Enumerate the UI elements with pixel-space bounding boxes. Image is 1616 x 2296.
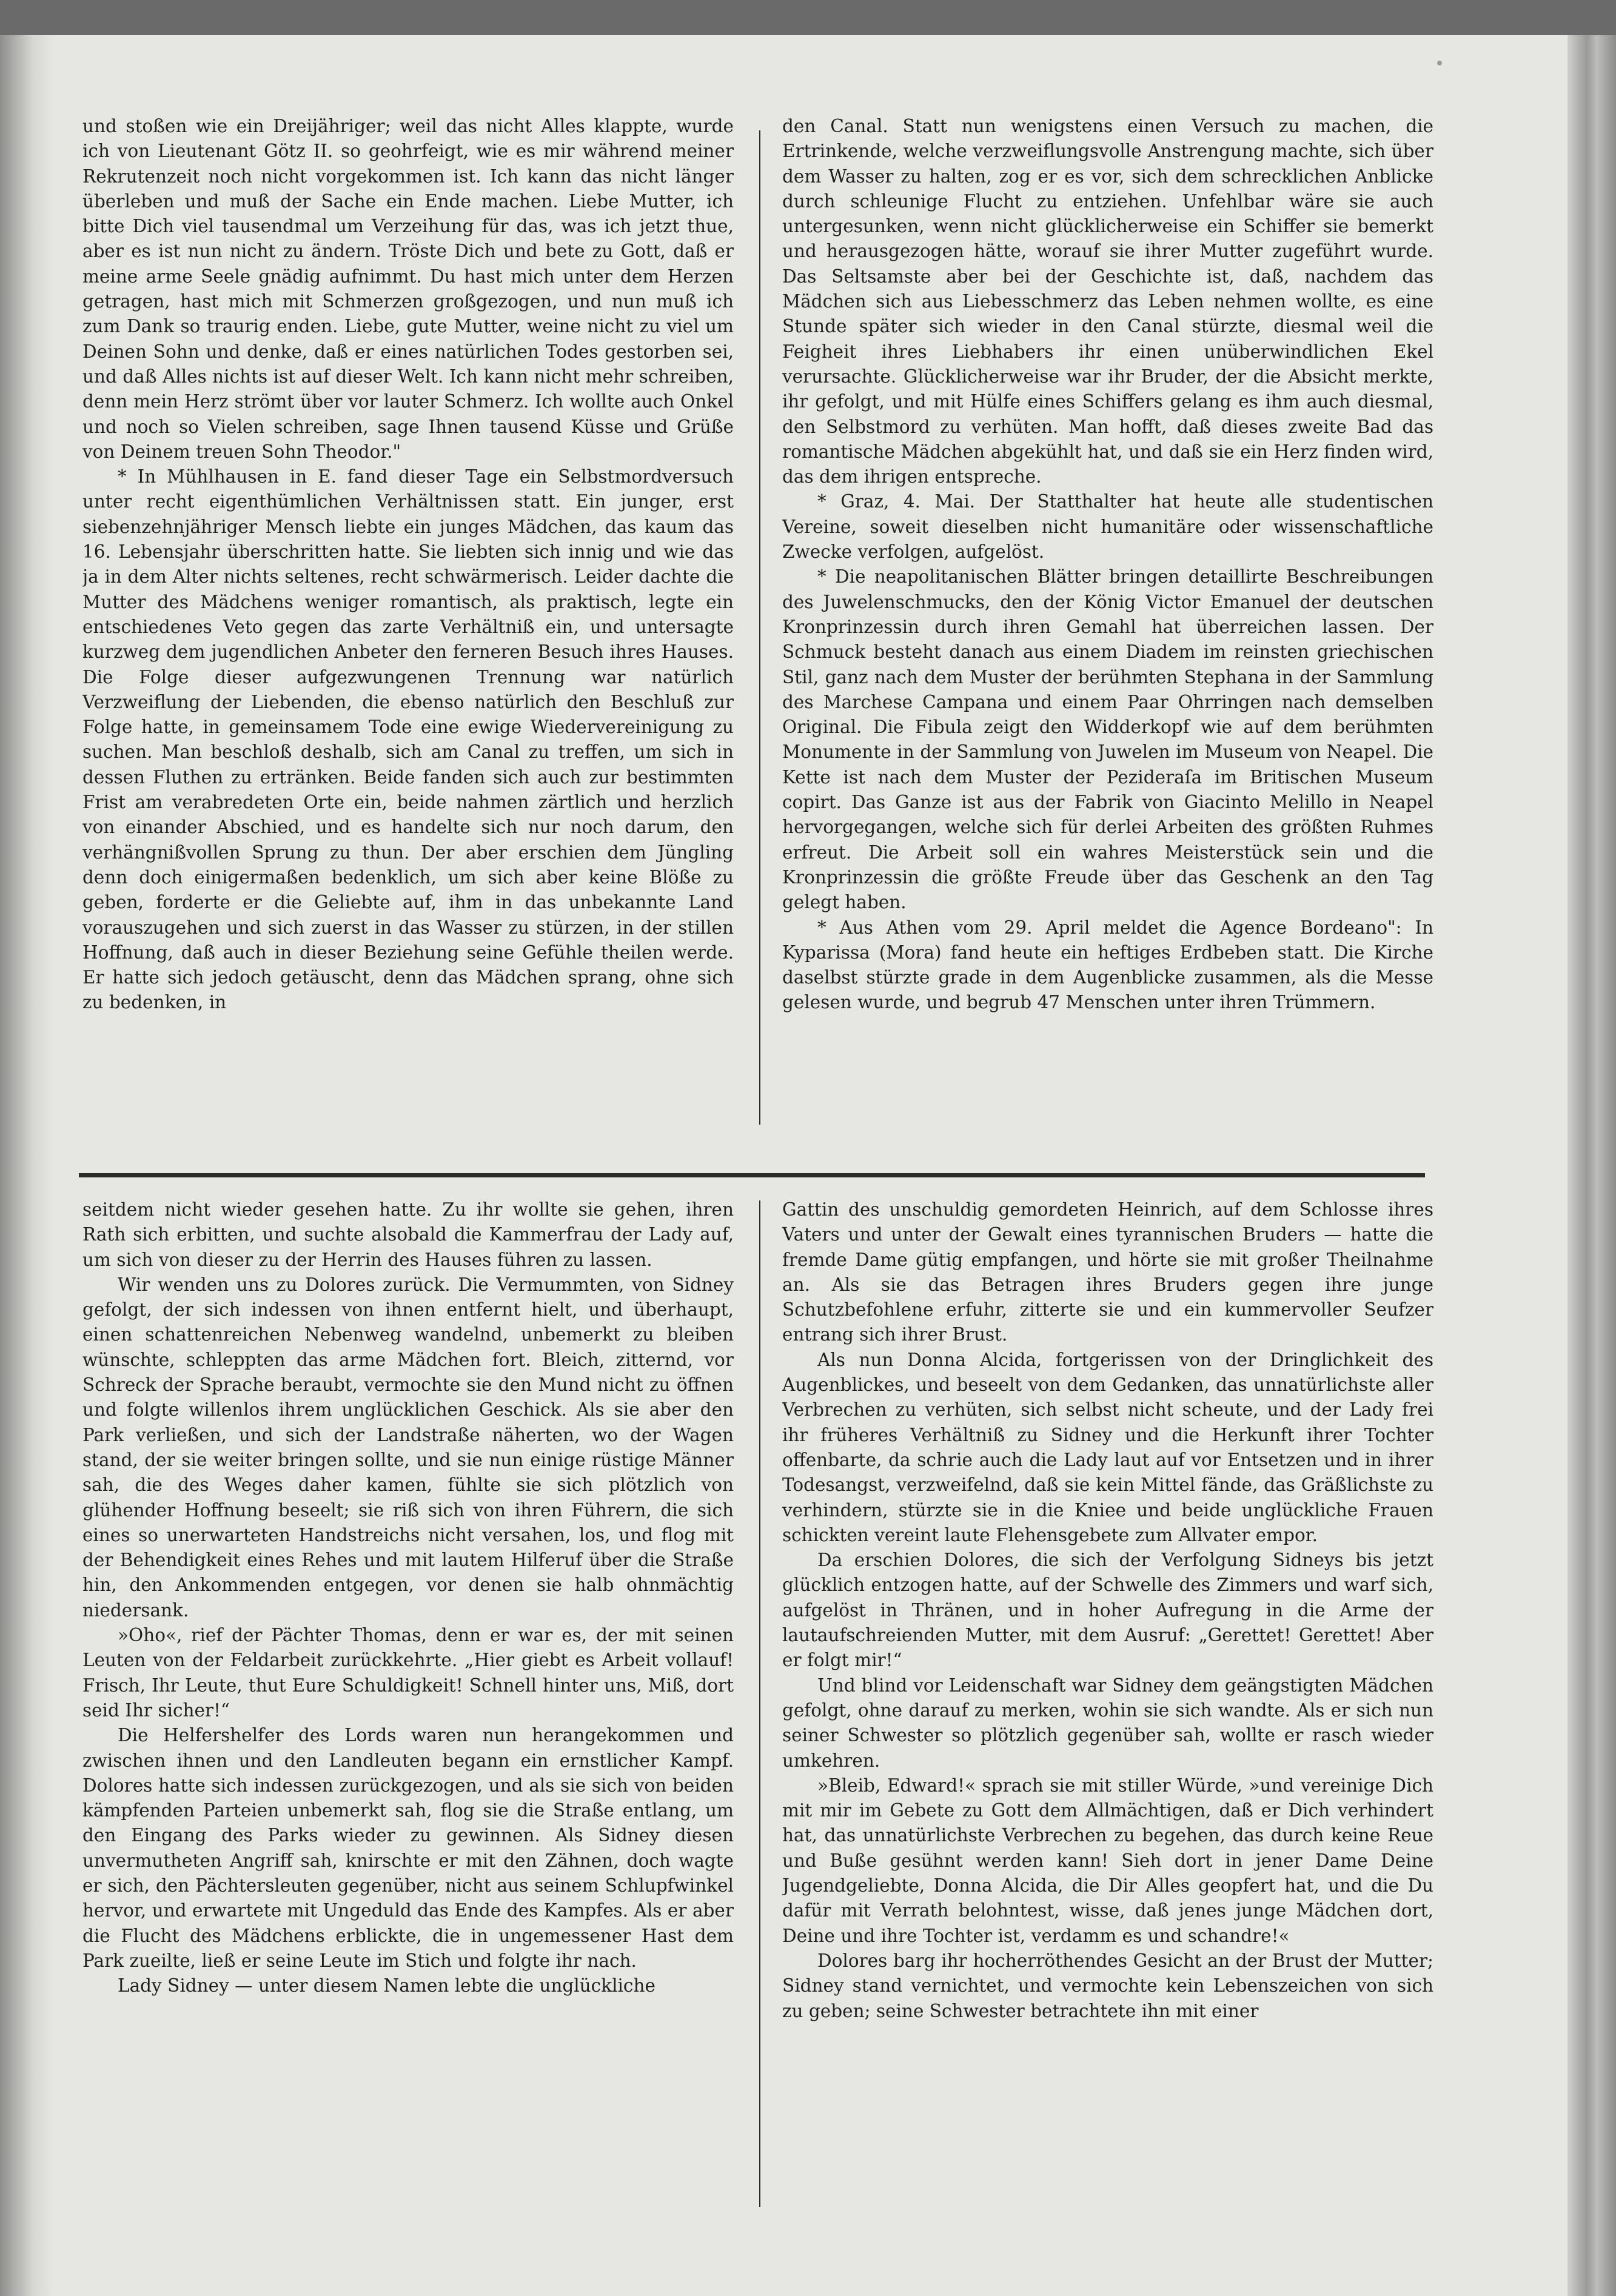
bottom-left-column bbox=[82, 1197, 734, 2192]
column-divider bbox=[759, 1200, 760, 2207]
paragraph: Wir wenden uns zu Dolores zurück. Die Vermummten, von Sidney gefolgt, der sich indessen von ihnen entfernt hielt, und überhaupt, einen schattenreichen Nebenweg wandelnd, unbemerkt zu bleiben wünschte, schleppten das arme Mädchen fort. Bleich, zitternd, vor Schreck der Sprache beraubt, vermochte sie den Mund nicht zu öffnen und folgte willenlos ihrem unglücklichen Geschick. Als sie aber den Park verließen, und sich der Landstraße näherten, wo der Wagen stand, der sie weiter bringen sollte, und sie nun einige rüstige Männer sah, die des Weges daher kamen, fühlte sie sich plötzlich von glühender Hoffnung beseelt; sie riß sich von ihren Führern, die sich eines so unerwarteten Handstreichs nicht versahen, los, und flog mit der Behendigkeit eines Rehes und mit lautem Hilferuf über die Straße hin, den Ankommenden entgegen, vor denen sie halb ohnmächtig niedersank. bbox=[82, 1274, 734, 1621]
bottom-right-column bbox=[782, 1197, 1433, 2192]
paragraph: Dolores barg ihr hocherröthendes Gesicht an der Brust der Mutter; Sidney stand vernichtet, und vermochte kein Lebenszeichen von sich zu geben; seine Schwester betrachtete ihn mit einer bbox=[782, 1950, 1433, 2021]
top-right-column bbox=[782, 114, 1433, 1139]
paragraph: * In Mühlhausen in E. fand dieser Tage ein Selbstmordversuch unter recht eigenthümlichen Verhältnissen statt. Ein junger, erst siebenzehnjähriger Mensch liebte ein junges Mädchen, das kaum das 16. Lebensjahr überschritten hatte. Sie liebten sich innig und wie das ja in dem Alter nichts seltenes, recht schwärmerisch. Leider dachte die Mutter des Mädchens weniger romantisch, als praktisch, legte ein entschiedenes Veto gegen das zarte Verhältniß ein, und untersagte kurzweg dem jugendlichen Anbeter den ferneren Besuch ihres Hauses. Die Folge dieser aufgezwungenen Trennung war natürlich Verzweiflung der Liebenden, die ebenso natürlich den Beschluß zur Folge hatte, in gemeinsamem Tode eine ewige Wiedervereinigung zu suchen. Man beschloß deshalb, sich am Canal zu treffen, um sich in dessen Fluthen zu ertränken. Beide fanden sich auch zur bestimmten Frist am verabredeten Orte ein, beide nahmen zärtlich und herzlich von einander Abschied, und es handelte sich nur noch darum, den verhängnißvollen Sprung zu thun. Der aber erschien dem Jüngling denn doch einigermaßen bedenklich, um sich aber keine Blöße zu geben, forderte er die Geliebte auf, ihm in das unbekannte Land vorauszugehen und sich zuerst in das Wasser zu stürzen, in der stillen Hoffnung, daß auch in dieser Beziehung seine Gefühle theilen werde. Er hatte sich jedoch getäuscht, denn das Mädchen sprang, ohne sich zu bedenken, in bbox=[82, 466, 734, 1013]
paragraph: und stoßen wie ein Dreijähriger; weil das nicht Alles klappte, wurde ich von Lieutenant Götz II. so geohrfeigt, wie es mir während meiner Rekrutenzeit noch nicht vorgekommen ist. Ich kann das nicht länger überleben und muß der Sache ein Ende machen. Liebe Mutter, ich bitte Dich viel tausendmal um Verzeihung für das, was ich jetzt thue, aber es ist nun nicht zu ändern. Tröste Dich und bete zu Gott, daß er meine arme Seele gnädig aufnimmt. Du hast mich unter dem Herzen getragen, hast mich mit Schmerzen großgezogen, und nun muß ich zum Dank so traurig enden. Liebe, gute Mutter, weine nicht zu viel um Deinen Sohn und denke, daß er eines natürlichen Todes gestorben sei, und daß Alles nichts ist auf dieser Welt. Ich kann nicht mehr schreiben, denn mein Herz strömt über vor lauter Schmerz. Ich wollte auch Onkel und noch so Vielen schreiben, sage Ihnen tausend Küsse und Grüße von Deinem treuen Sohn Theodor." bbox=[82, 116, 734, 462]
corner-mark bbox=[1437, 61, 1442, 65]
top-left-column bbox=[82, 114, 734, 1139]
column-divider bbox=[759, 130, 760, 1125]
page-edge bbox=[1567, 35, 1616, 2296]
paragraph: Da erschien Dolores, die sich der Verfolgung Sidneys bis jetzt glücklich entzogen hatte, auf der Schwelle des Zimmers und warf sich, aufgelöst in Thränen, und in hoher Aufregung in die Arme der lautaufschreienden Mutter, mit dem Ausruf: „Gerettet! Gerettet! Aber er folgt mir!“ bbox=[782, 1550, 1433, 1671]
paragraph: »Oho«, rief der Pächter Thomas, denn er war es, der mit seinen Leuten von der Feldarbeit zurückkehrte. „Hier giebt es Arbeit vollauf! Frisch, Ihr Leute, thut Eure Schuldigkeit! Schnell hinter uns, Miß, dort seid Ihr sicher!“ bbox=[82, 1625, 734, 1721]
section-divider bbox=[79, 1173, 1425, 1177]
paragraph: Die Helfershelfer des Lords waren nun herangekommen und zwischen ihnen und den Landleuten begann ein ernstlicher Kampf. Dolores hatte sich indessen zurückgezogen, und als sie sich von beiden kämpfenden Parteien unbemerkt sah, flog sie die Straße entlang, um den Eingang des Parks wieder zu gewinnen. Als Sidney diesen unvermutheten Angriff sah, knirschte er mit den Zähnen, doch wagte er sich, den Pächtersleuten gegenüber, nicht aus seinem Schlupfwinkel hervor, und erwartete mit Ungeduld das Ende des Kampfes. Als er aber die Flucht des Mädchens erblickte, die in ungemessener Hast dem Park zueilte, ließ er seine Leute im Stich und folgte ihr nach. bbox=[82, 1725, 734, 1971]
paragraph: seitdem nicht wieder gesehen hatte. Zu ihr wollte sie gehen, ihren Rath sich erbitten, und suchte alsobald die Kammerfrau der Lady auf, um sich von dieser zu der Herrin des Hauses führen zu lassen. bbox=[82, 1199, 734, 1270]
paragraph: Und blind vor Leidenschaft war Sidney dem geängstigten Mädchen gefolgt, ohne darauf zu merken, wohin sie sich wandte. Als er sich nun seiner Schwester so plötzlich gegenüber sah, wollte er rasch wieder umkehren. bbox=[782, 1675, 1433, 1771]
paragraph: »Bleib, Edward!« sprach sie mit stiller Würde, »und vereinige Dich mit mir im Gebete zu Gott dem Allmächtigen, daß er Dich verhindert hat, das unnatürlichste Verbrechen zu begehen, das durch keine Reue und Buße gesühnt werden kann! Sieh dort in jener Dame Deine Jugendgeliebte, Donna Alcida, die Dir Alles geopfert hat, und die Du dafür mit Verrath belohntest, wisse, daß jenes junge Mädchen dort, Deine und ihre Tochter ist, verdamm es und schandre!« bbox=[782, 1775, 1433, 1946]
paragraph: den Canal. Statt nun wenigstens einen Versuch zu machen, die Ertrinkende, welche verzweiflungsvolle Anstrengung machte, sich über dem Wasser zu halten, zog er es vor, sich dem schrecklichen Anblicke durch schleunige Flucht zu entziehen. Unfehlbar wäre sie auch untergesunken, wenn nicht glücklicherweise ein Schiffer sie bemerkt und herausgezogen hätte, worauf sie ihrer Mutter zugeführt wurde. Das Seltsamste aber bei der Geschichte ist, daß, nachdem das Mädchen sich aus Liebesschmerz das Leben nehmen wollte, es eine Stunde später sich wieder in den Canal stürzte, diesmal weil die Feigheit ihres Liebhabers ihr einen unüberwindlichen Ekel verursachte. Glücklicherweise war ihr Bruder, der die Absicht merkte, ihr gefolgt, und mit Hülfe eines Schiffers gelang es ihm auch diesmal, den Selbstmord zu verhüten. Man hofft, daß dieses zweite Bad das romantische Mädchen abgekühlt hat, und daß sie ein Herz finden wird, das dem ihrigen entspreche. bbox=[782, 116, 1433, 487]
paragraph: Gattin des unschuldig gemordeten Heinrich, auf dem Schlosse ihres Vaters und unter der Gewalt eines tyrannischen Bruders — hatte die fremde Dame gütig empfangen, und hörte sie mit großer Theilnahme an. Als sie das Betragen ihres Bruders gegen ihre junge Schutzbefohlene erfuhr, zitterte sie und ein kummervoller Seufzer entrang sich ihrer Brust. bbox=[782, 1199, 1433, 1345]
paragraph: * Die neapolitanischen Blätter bringen detaillirte Beschreibungen des Juwelenschmucks, den der König Victor Emanuel der deutschen Kronprinzessin durch ihren Gemahl hat überreichen lassen. Der Schmuck besteht danach aus einem Diadem im reinsten griechischen Stil, ganz nach dem Muster der berühmten Stephana in der Sammlung des Marchese Campana und einem Paar Ohrringen nach demselben Original. Die Fibula zeigt den Widderkopf wie auf dem berühmten Monumente in der Sammlung von Juwelen im Museum von Neapel. Die Kette ist nach dem Muster der Pezideraſa im Britischen Museum copirt. Das Ganze ist aus der Fabrik von Giacinto Melillo in Neapel hervorgegangen, welche sich für derlei Arbeiten des größten Ruhmes erfreut. Die Arbeit soll ein wahres Meisterstück sein und die Kronprinzessin die größte Freude über das Geschenk an den Tag gelegt haben. bbox=[782, 566, 1433, 913]
paragraph: * Aus Athen vom 29. April meldet die Agence Bordeano": In Kyparissa (Mora) fand heute ein heftiges Erdbeben statt. Die Kirche daselbst stürzte grade in dem Augenblicke zusammen, als die Messe gelesen wurde, und begrub 47 Menschen unter ihren Trümmern. bbox=[782, 917, 1433, 1013]
binding-gutter bbox=[0, 35, 55, 2296]
paragraph: Als nun Donna Alcida, fortgerissen von der Dringlichkeit des Augenblickes, und beseelt von dem Gedanken, das unnatürlichste aller Verbrechen zu verhüten, sich selbst nicht scheute, und der Lady frei ihr früheres Verhältniß zu Sidney und die Herkunft ihrer Tochter offenbarte, da schrie auch die Lady laut auf vor Entsetzen und in ihrer Todesangst, verzweifelnd, daß sie kein Mittel fände, das Gräßlichste zu verhindern, stürzte sie in die Kniee und beide unglückliche Frauen schickten vereint laute Flehensgebete zum Allvater empor. bbox=[782, 1349, 1433, 1545]
paragraph: Lady Sidney — unter diesem Namen lebte die unglückliche bbox=[118, 1975, 655, 1996]
paragraph: * Graz, 4. Mai. Der Statthalter hat heute alle studentischen Vereine, soweit dieselben nicht humanitäre oder wissenschaftliche Zwecke verfolgen, aufgelöst. bbox=[782, 491, 1433, 563]
